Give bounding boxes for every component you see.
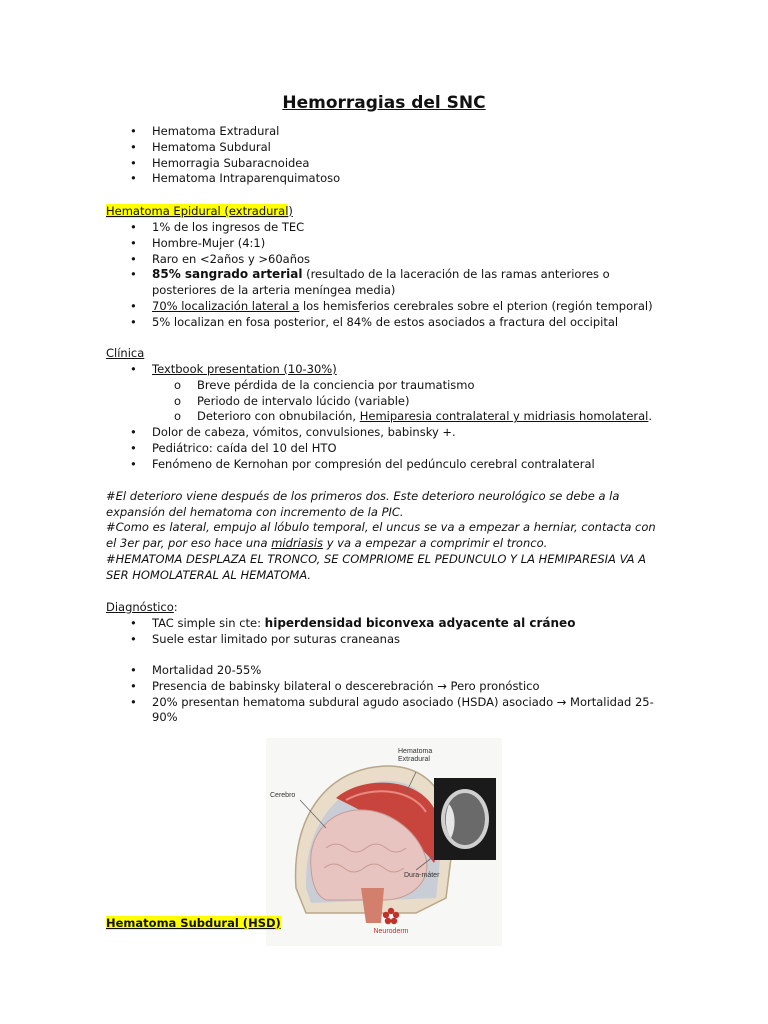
list-item: • Dolor de cabeza, vómitos, convulsiones, babinsky +. [0,425,672,441]
tac-label: TAC simple sin cte: [152,616,265,630]
list-item: • Fenómeno de Kernohan por compresión del pedúnculo cerebral contralateral [0,457,672,473]
list-item: • Hemorragia Subaracnoidea [0,156,672,172]
note-paragraph-3: #HEMATOMA DESPLAZA EL TRONCO, SE COMPRIOME EL PEDUNCULO Y LA HEMIPARESIA VA A SER HOMOLATERAL AL HEMATOMA. [106,552,647,582]
arterial-bleed-detail: (resultado de la laceración de las ramas anteriores o posteriores de la arteria meníngea media) [152,267,610,298]
list-item: • Presencia de babinsky bilateral o descerebración → Pero pronóstico [0,679,672,695]
list-item: • Pediátrico: caída del 10 del HTO [0,441,672,457]
epidural-list [0,220,672,331]
diagnostico-list [0,616,672,648]
subdural-heading-text: Hematoma Subdural (HSD) [106,916,281,930]
note-text: #Como es lateral, empujo al lóbulo temporal, el uncus se va a empezar a herniar, contacta con el 3er par, por eso hace una [106,520,656,550]
arterial-bleed-bold: 85% sangrado arterial [152,267,303,282]
list-item: • 1% de los ingresos de TEC [0,220,672,236]
clinica-sublist [0,378,677,425]
lateral-location-detail: los hemisferios cerebrales sobre el pterion (región temporal) [299,298,653,313]
sublist-item: o Periodo de intervalo lúcido (variable) [0,394,677,410]
epidural-list-block [0,220,672,331]
list-item: • Suele estar limitado por suturas craneanas [0,632,672,648]
textbook-presentation: Textbook presentation (10-30%) [152,362,337,376]
note-paragraph-1: #El deterioro viene después de los primeros dos. Este deterioro neurológico se debe a la expansión del hematoma con incremento de la PIC. [106,489,620,519]
cerebro-label: Cerebro [270,792,296,799]
logo-text: Neuroderm [373,928,409,935]
clinica-list [0,362,677,378]
midriasis-word: midriasis [271,535,324,550]
diagnostico-colon: : [173,600,178,614]
brain-illustration [266,738,502,946]
note-paragraph-2 [106,520,666,552]
list-item: • Hombre-Mujer (4:1) [0,236,672,252]
intro-list-block [0,124,672,187]
lateral-location-underlined: 70% localización lateral a [152,298,300,313]
page-title: Hemorragias del SNC [282,93,486,113]
diagnostico-heading [106,600,178,616]
sublist-text: Deterioro con obnubilación, [197,409,360,424]
list-item: • Hematoma Subdural [0,140,672,156]
list-item: • 20% presentan hematoma subdural agudo asociado (HSDA) asociado → Mortalidad 25-90% [0,695,672,727]
list-item: • Hematoma Extradural [0,124,672,140]
sublist-item: o Breve pérdida de la conciencia por traumatismo [0,378,677,394]
clinica-list-block [0,362,677,473]
hematoma-label: Hematoma Extradural [398,748,433,763]
list-item: • 5% localizan en fosa posterior, el 84% de estos asociados a fractura del occipital [0,315,672,331]
brainstem-shape [361,888,384,923]
list-item [0,362,672,378]
list-item: • Mortalidad 20-55% [0,663,672,679]
clinica-heading [106,346,144,362]
brain-hematoma-figure [266,738,502,946]
clinica-list-2 [0,425,677,472]
tac-finding-bold: hiperdensidad biconvexa adyacente al cráneo [264,616,576,630]
diagnostico-heading-text: Diagnóstico [106,600,174,614]
note-text-end: y va a empezar a comprimir el tronco. [323,535,548,550]
list-item: • Hematoma Intraparenquimatoso [0,171,672,187]
list-item [0,616,672,632]
epidural-heading-text: Hematoma Epidural (extradural [106,204,289,218]
clinica-heading-text: Clínica [106,346,145,360]
prognosis-list-block [0,663,672,726]
epidural-heading [106,204,293,220]
sublist-text-end: . [648,409,653,424]
subdural-heading [106,916,281,932]
list-item: • Raro en <2años y >60años [0,252,672,268]
hemiparesia-underlined: Hemiparesia contralateral y midriasis homolateral [359,409,649,424]
diagnostico-list-block [0,616,672,648]
prognosis-list [0,663,672,726]
epidural-heading-end: ) [288,204,293,218]
list-item [0,267,672,299]
sublist-item [0,409,677,425]
intro-list [0,124,672,187]
list-item [0,299,672,315]
dura-label: Dura-máter [404,872,440,879]
